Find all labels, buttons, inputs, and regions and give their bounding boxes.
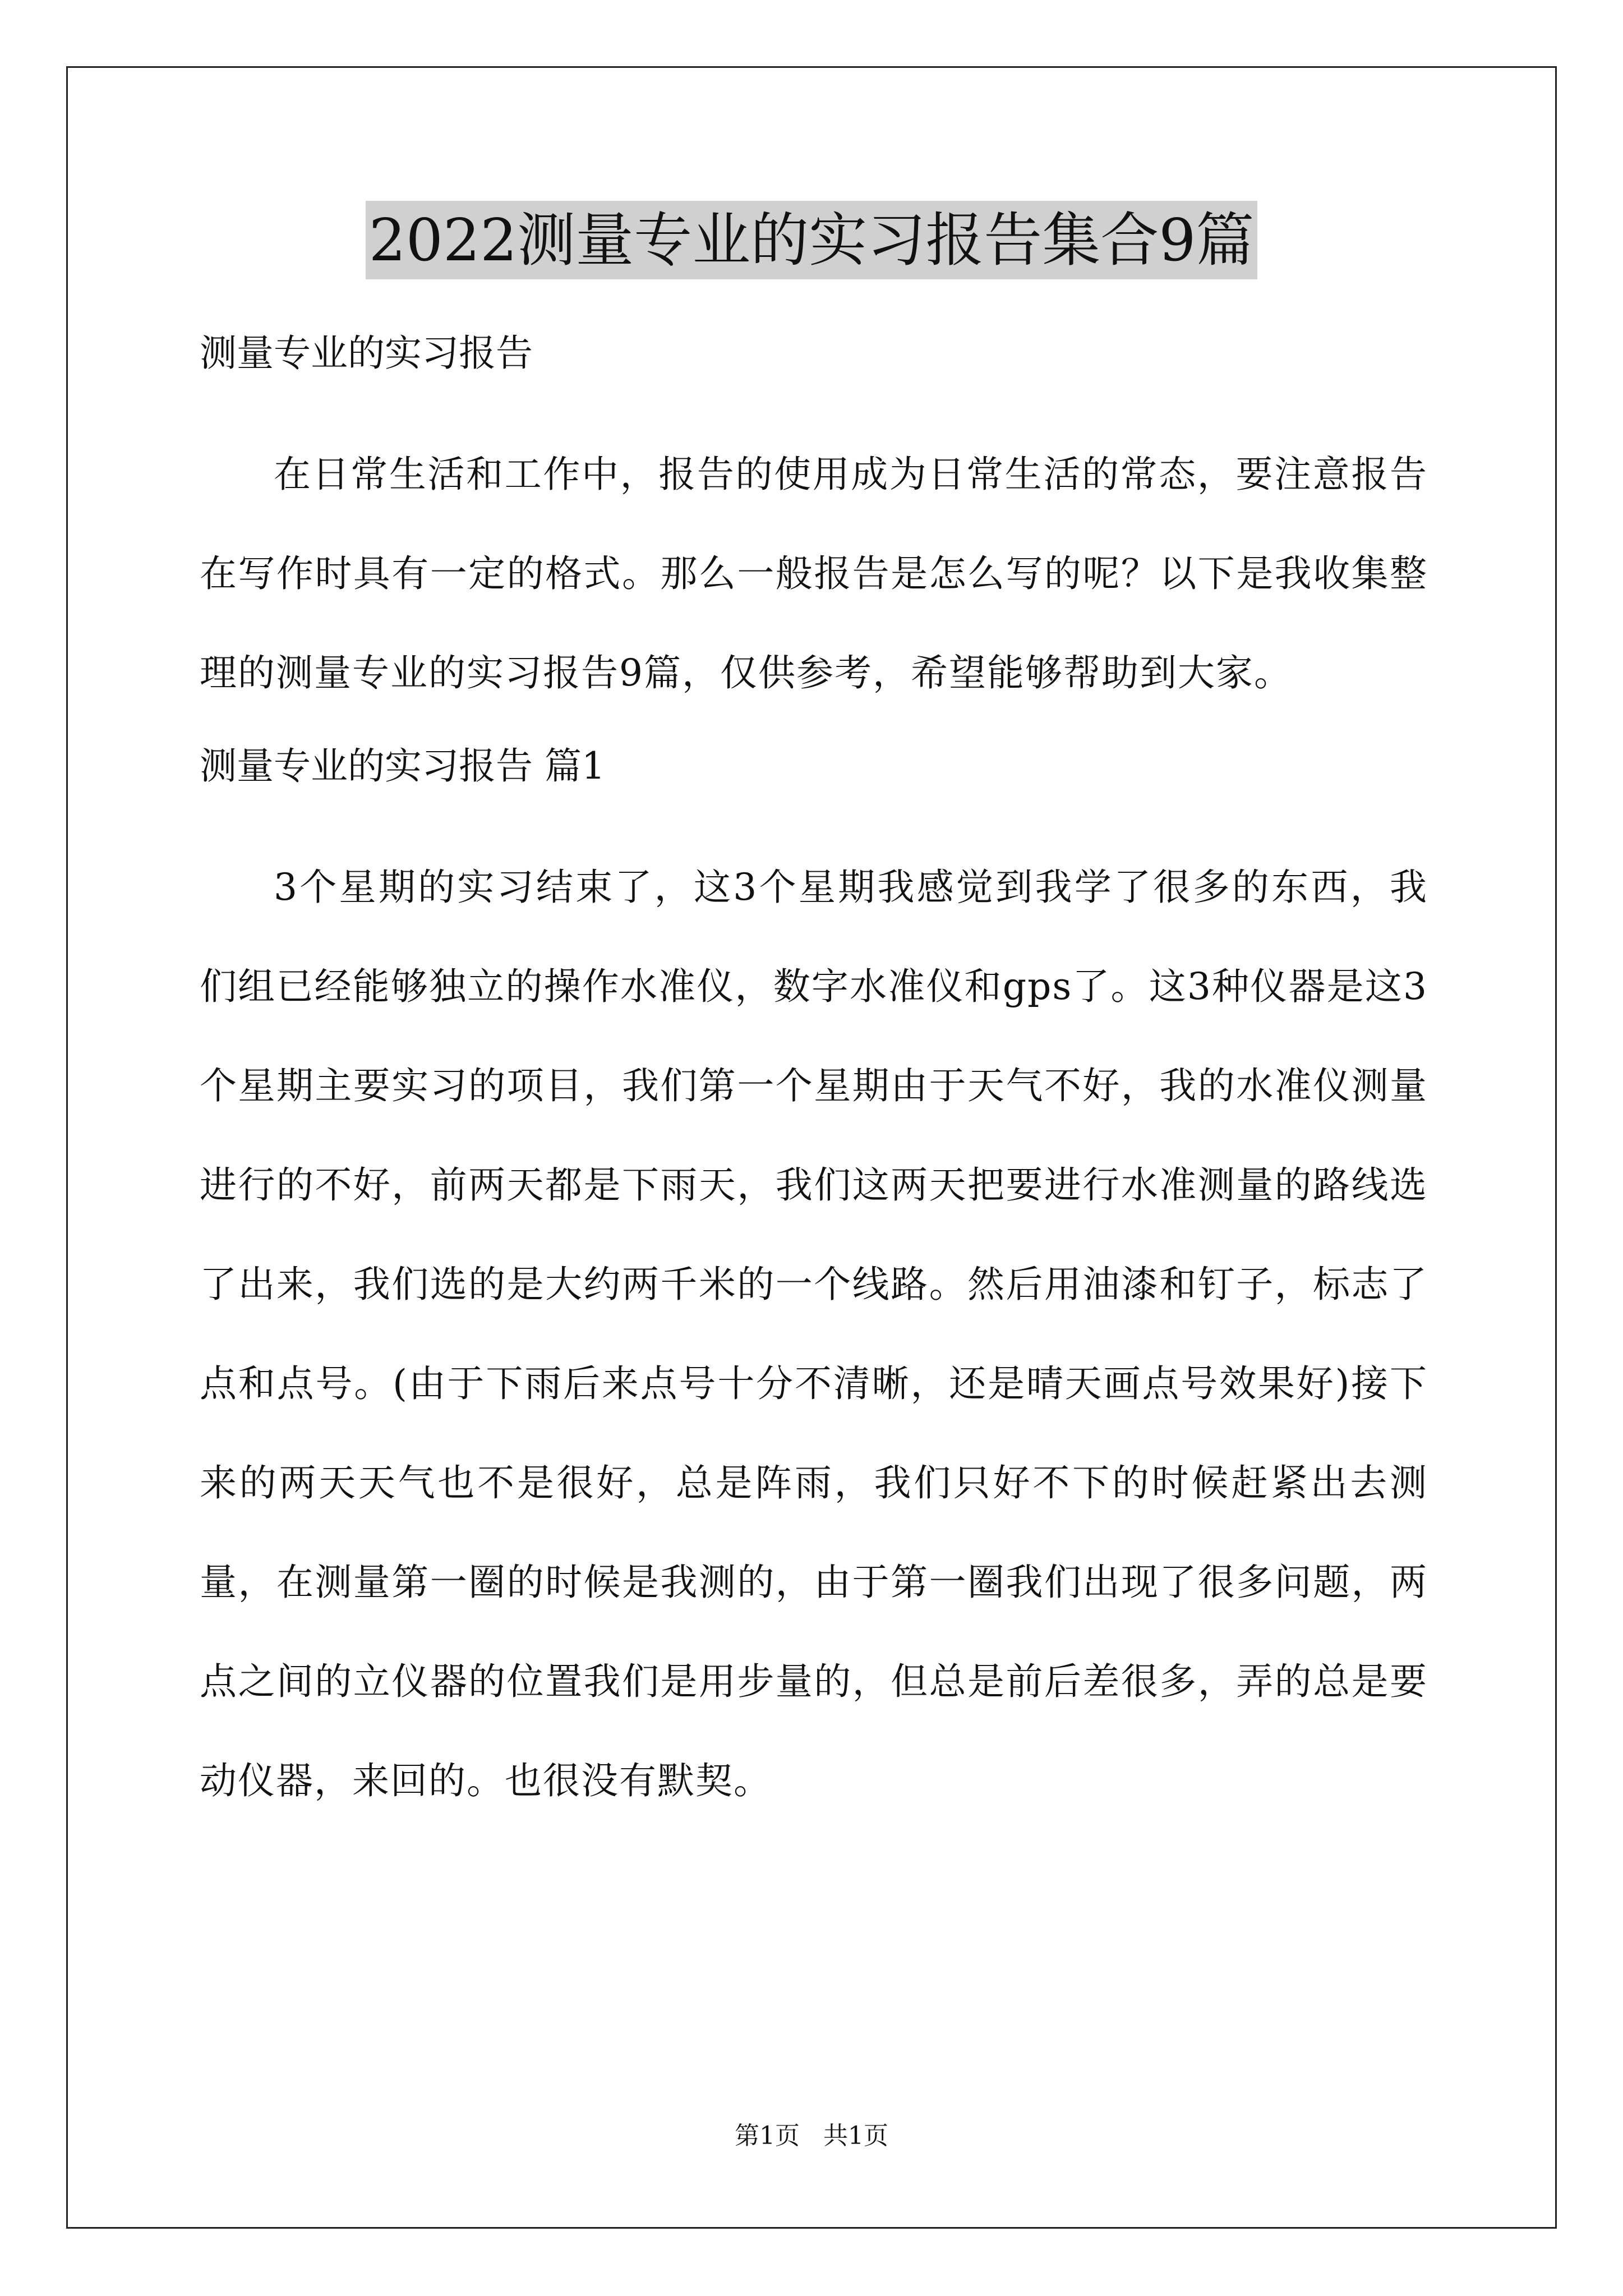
part1-paragraph: 3个星期的实习结束了，这3个星期我感觉到我学了很多的东西，我们组已经能够独立的操作水准仪，数字水准仪和gps了。这3种仪器是这3个星期主要实习的项目，我们第一个星期由于天气不好，我的水准仪测量进行的不好，前两天都是下雨天，我们这两天把要进行水准测量的路线选了出来，我们选的是大约两千米的一个线路。然后用油漆和钉子，标志了点和点号。(由于下雨后来点号十分不清晰，还是晴天画点号效果好)接下来的两天天气也不是很好，总是阵雨，我们只好不下的时候赶紧出去测量，在测量第一圈的时候是我测的，由于第一圈我们出现了很多问题，两点之间的立仪器的位置我们是用步量的，但总是前后差很多，弄的总是要动仪器，来回的。也很没有默契。 — [200, 866, 1428, 1802]
document-title: 2022测量专业的实习报告集合9篇 — [366, 201, 1258, 279]
title-container — [0, 201, 1623, 279]
part1-heading: 测量专业的实习报告 篇1 — [200, 744, 605, 788]
intro-paragraph: 在日常生活和工作中，报告的使用成为日常生活的常态，要注意报告在写作时具有一定的格式。那么一般报告是怎么写的呢？以下是我收集整理的测量专业的实习报告9篇，仅供参考，希望能够帮助到大家。 — [200, 453, 1428, 694]
intro-heading: 测量专业的实习报告 — [200, 332, 533, 375]
document-body — [200, 325, 1428, 1830]
page-number-footer: 第1页 共1页 — [735, 2122, 888, 2150]
